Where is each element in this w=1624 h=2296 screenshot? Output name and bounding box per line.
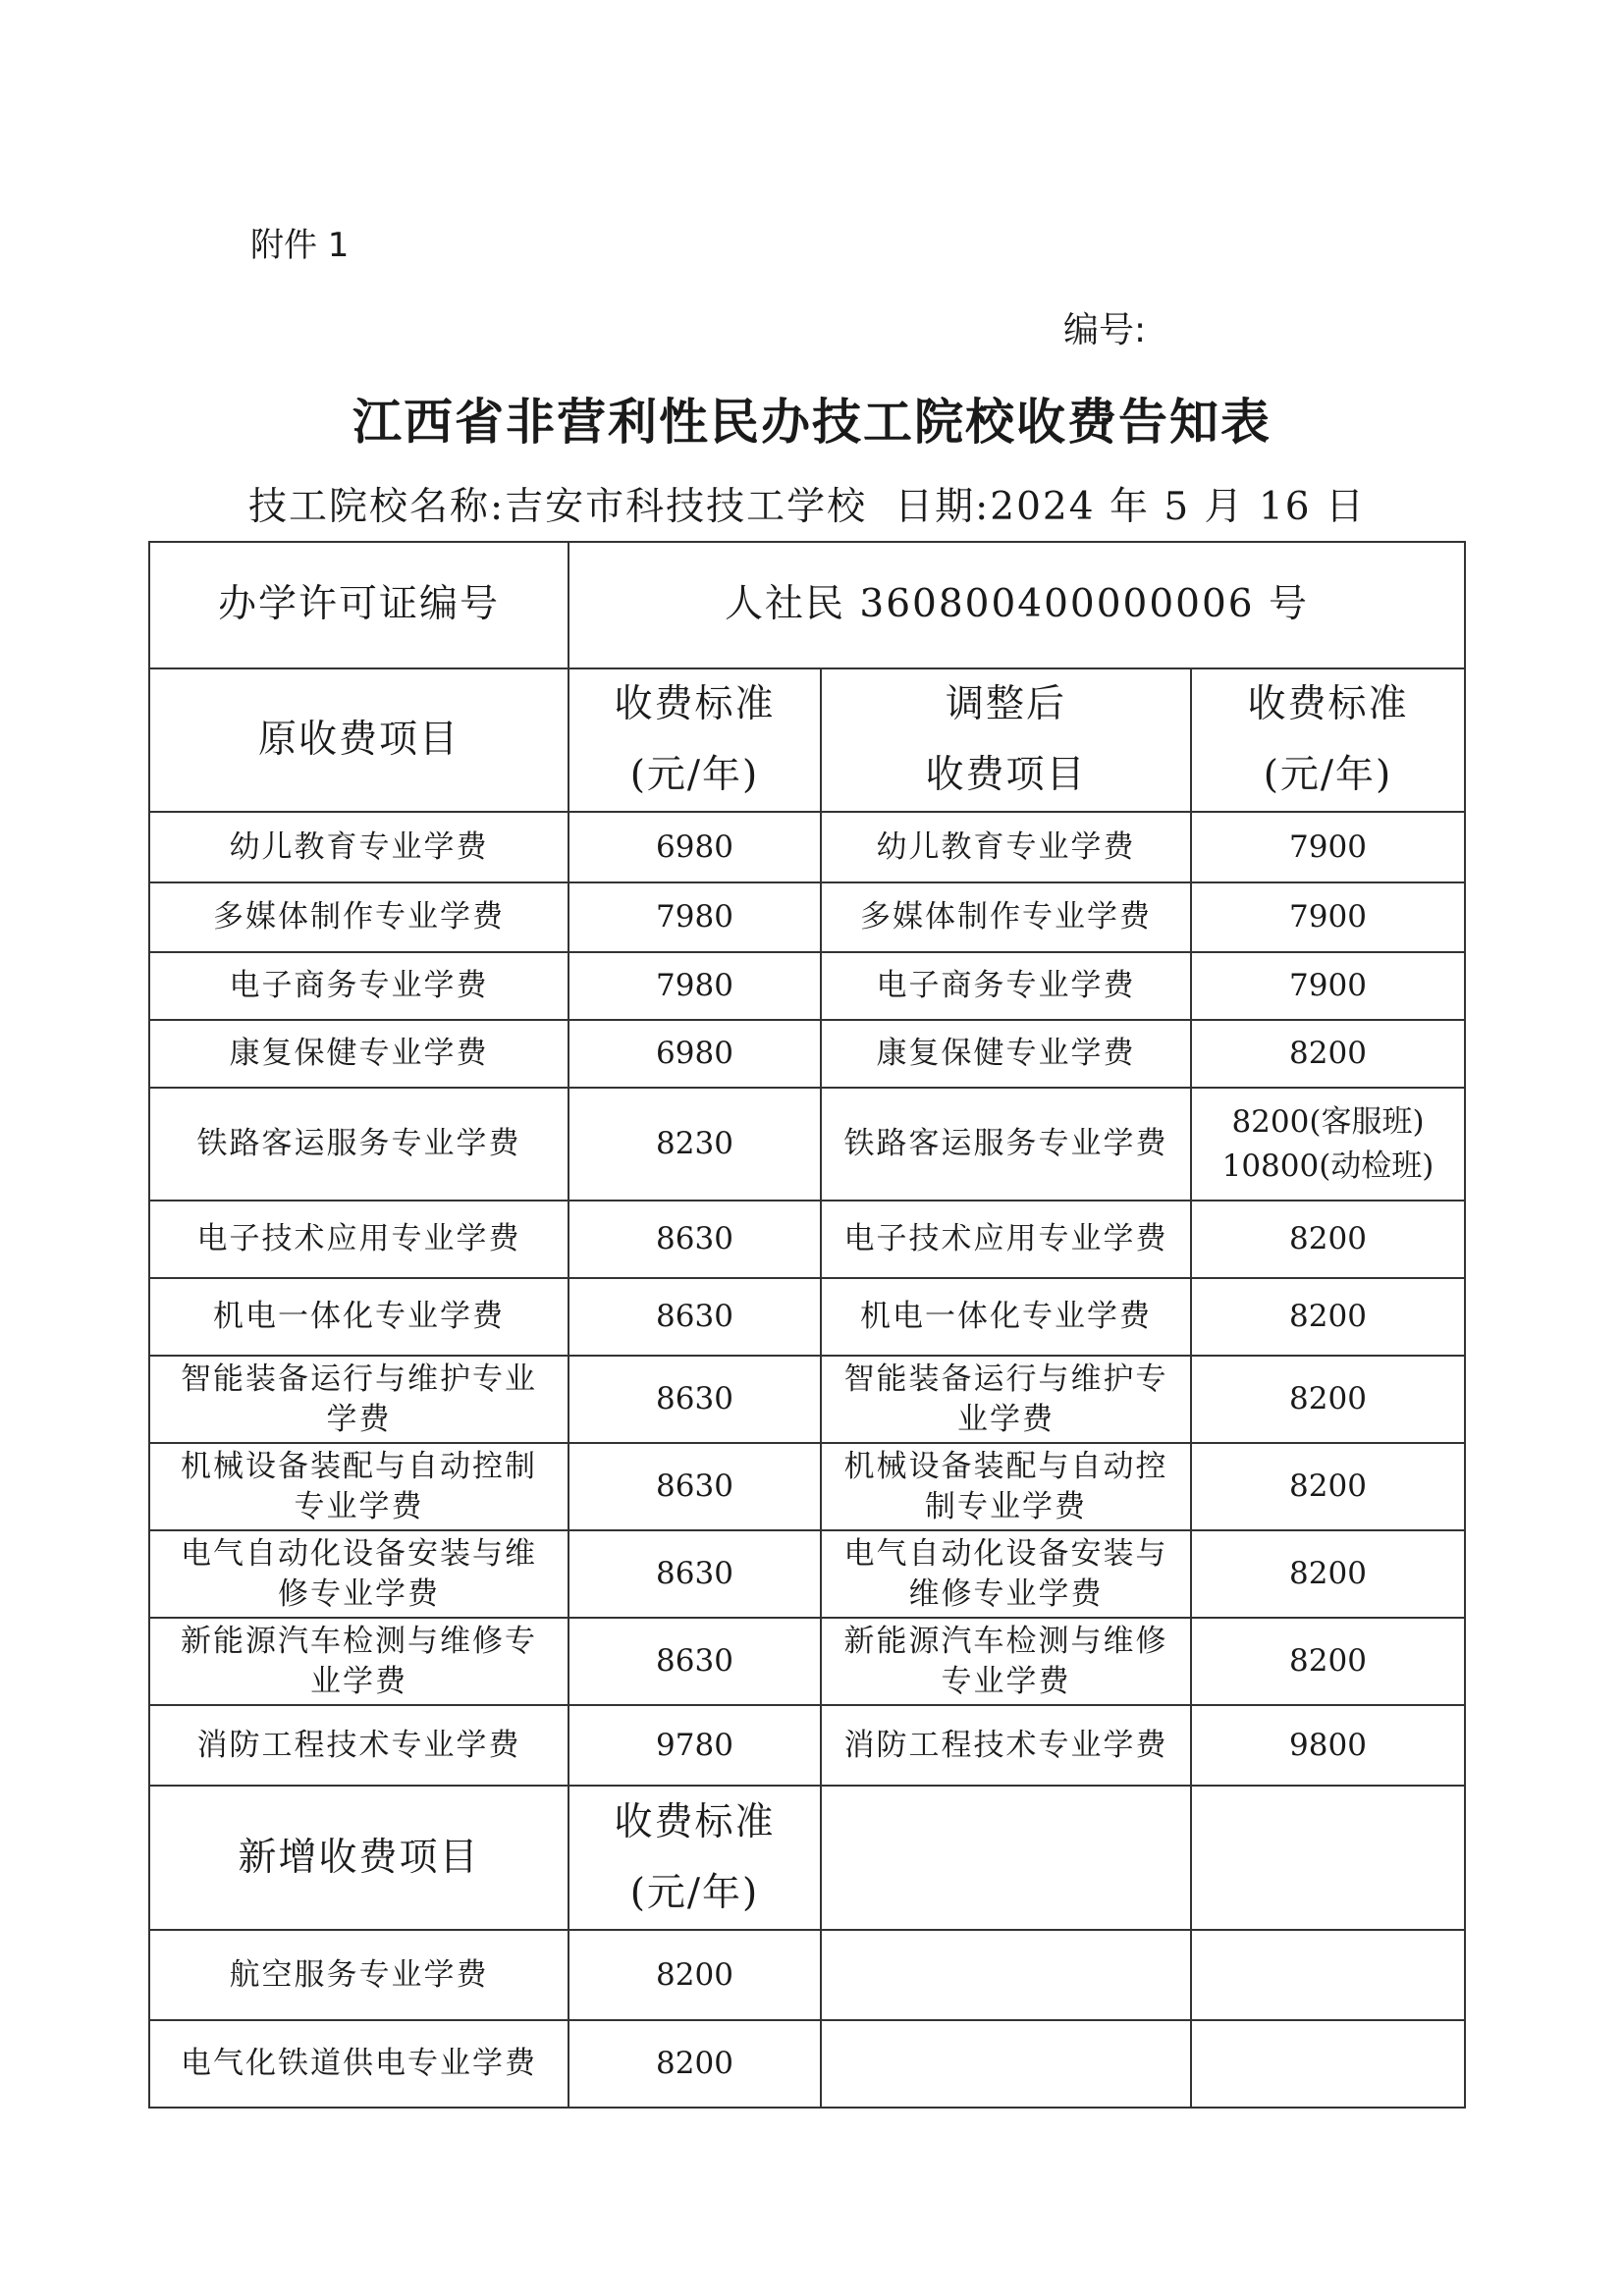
original-fee: 6980 — [568, 1020, 821, 1088]
adjusted-item: 机电一体化专业学费 — [821, 1278, 1191, 1356]
table-row — [149, 1278, 1465, 1356]
original-item: 铁路客运服务专业学费 — [149, 1088, 568, 1201]
license-value: 人社民 360800400000006 号 — [568, 542, 1465, 668]
adjusted-item: 铁路客运服务专业学费 — [821, 1088, 1191, 1201]
serial-number-label: 编号: — [1063, 310, 1147, 350]
original-item: 电气自动化设备安装与维 修专业学费 — [149, 1530, 568, 1618]
adjusted-item: 消防工程技术专业学费 — [821, 1705, 1191, 1786]
new-item: 航空服务专业学费 — [149, 1930, 568, 2020]
original-fee: 6980 — [568, 812, 821, 882]
table-row — [149, 1201, 1465, 1278]
new-item-row — [149, 2020, 1465, 2108]
license-row — [149, 542, 1465, 668]
adjusted-fee: 7900 — [1191, 952, 1465, 1020]
original-fee: 7980 — [568, 882, 821, 952]
adjusted-fee: 8200 — [1191, 1201, 1465, 1278]
adjusted-fee — [1191, 1088, 1465, 1201]
adjusted-item: 智能装备运行与维护专 业学费 — [821, 1356, 1191, 1443]
document-title: 江西省非营利性民办技工院校收费告知表 — [352, 394, 1272, 451]
adjusted-fee: 7900 — [1191, 812, 1465, 882]
table-row — [149, 812, 1465, 882]
adjusted-fee-inspection-class: 10800(动检班) — [1221, 1148, 1435, 1184]
header-original-item: 原收费项目 — [149, 668, 568, 812]
original-fee: 7980 — [568, 952, 821, 1020]
date-label: 日期: — [894, 485, 991, 529]
table-row — [149, 1088, 1465, 1201]
adjusted-fee: 9800 — [1191, 1705, 1465, 1786]
school-label: 技工院校名称: — [248, 485, 506, 529]
new-items-fee-header: 收费标准 (元/年) — [568, 1786, 821, 1930]
adjusted-fee: 8200 — [1191, 1356, 1465, 1443]
adjusted-item: 电子技术应用专业学费 — [821, 1201, 1191, 1278]
original-item: 康复保健专业学费 — [149, 1020, 568, 1088]
adjusted-item: 康复保健专业学费 — [821, 1020, 1191, 1088]
adjusted-fee: 8200 — [1191, 1020, 1465, 1088]
original-fee: 8630 — [568, 1356, 821, 1443]
original-item: 机械设备装配与自动控制 专业学费 — [149, 1443, 568, 1530]
original-fee: 8630 — [568, 1443, 821, 1530]
table-row — [149, 1705, 1465, 1786]
adjusted-item: 新能源汽车检测与维修 专业学费 — [821, 1618, 1191, 1705]
original-item: 多媒体制作专业学费 — [149, 882, 568, 952]
adjusted-fee: 8200 — [1191, 1618, 1465, 1705]
table-row — [149, 1020, 1465, 1088]
adjusted-fee: 7900 — [1191, 882, 1465, 952]
new-item-fee: 8200 — [568, 1930, 821, 2020]
original-item: 智能装备运行与维护专业 学费 — [149, 1356, 568, 1443]
original-fee: 8230 — [568, 1088, 821, 1201]
original-fee: 8630 — [568, 1278, 821, 1356]
adjusted-item: 机械设备装配与自动控 制专业学费 — [821, 1443, 1191, 1530]
original-item: 消防工程技术专业学费 — [149, 1705, 568, 1786]
header-row — [149, 668, 1465, 812]
empty-cell — [821, 1786, 1191, 1930]
original-item: 新能源汽车检测与维修专 业学费 — [149, 1618, 568, 1705]
adjusted-fee: 8200 — [1191, 1443, 1465, 1530]
new-items-header-row — [149, 1786, 1465, 1930]
empty-cell — [1191, 1930, 1465, 2020]
adjusted-item: 多媒体制作专业学费 — [821, 882, 1191, 952]
new-item-row — [149, 1930, 1465, 2020]
original-fee: 8630 — [568, 1530, 821, 1618]
original-fee: 8630 — [568, 1618, 821, 1705]
empty-cell — [821, 1930, 1191, 2020]
adjusted-item: 电气自动化设备安装与 维修专业学费 — [821, 1530, 1191, 1618]
table-row — [149, 882, 1465, 952]
date-value: 2024 年 5 月 16 日 — [990, 485, 1366, 529]
original-item: 幼儿教育专业学费 — [149, 812, 568, 882]
original-item: 电子商务专业学费 — [149, 952, 568, 1020]
table-row — [149, 952, 1465, 1020]
adjusted-fee: 8200 — [1191, 1278, 1465, 1356]
license-label: 办学许可证编号 — [149, 542, 568, 668]
empty-cell — [1191, 1786, 1465, 1930]
table-row — [149, 1530, 1465, 1618]
table-row — [149, 1618, 1465, 1705]
attachment-label: 附件 1 — [250, 226, 350, 265]
new-item-fee: 8200 — [568, 2020, 821, 2108]
adjusted-item: 电子商务专业学费 — [821, 952, 1191, 1020]
table-row — [149, 1356, 1465, 1443]
new-item: 电气化铁道供电专业学费 — [149, 2020, 568, 2108]
original-fee: 9780 — [568, 1705, 821, 1786]
header-adjusted-fee: 收费标准 (元/年) — [1191, 668, 1465, 812]
empty-cell — [821, 2020, 1191, 2108]
empty-cell — [1191, 2020, 1465, 2108]
original-fee: 8630 — [568, 1201, 821, 1278]
header-original-fee: 收费标准 (元/年) — [568, 668, 821, 812]
fee-notice-table — [148, 541, 1466, 2109]
school-info-line — [248, 476, 1366, 531]
adjusted-fee: 8200 — [1191, 1530, 1465, 1618]
table-row — [149, 1443, 1465, 1530]
original-item: 机电一体化专业学费 — [149, 1278, 568, 1356]
adjusted-item: 幼儿教育专业学费 — [821, 812, 1191, 882]
school-name: 吉安市科技技工学校 — [505, 485, 868, 529]
adjusted-fee-customer-class: 8200(客服班) — [1231, 1103, 1425, 1140]
header-adjusted-item: 调整后 收费项目 — [821, 668, 1191, 812]
original-item: 电子技术应用专业学费 — [149, 1201, 568, 1278]
new-items-label: 新增收费项目 — [149, 1786, 568, 1930]
